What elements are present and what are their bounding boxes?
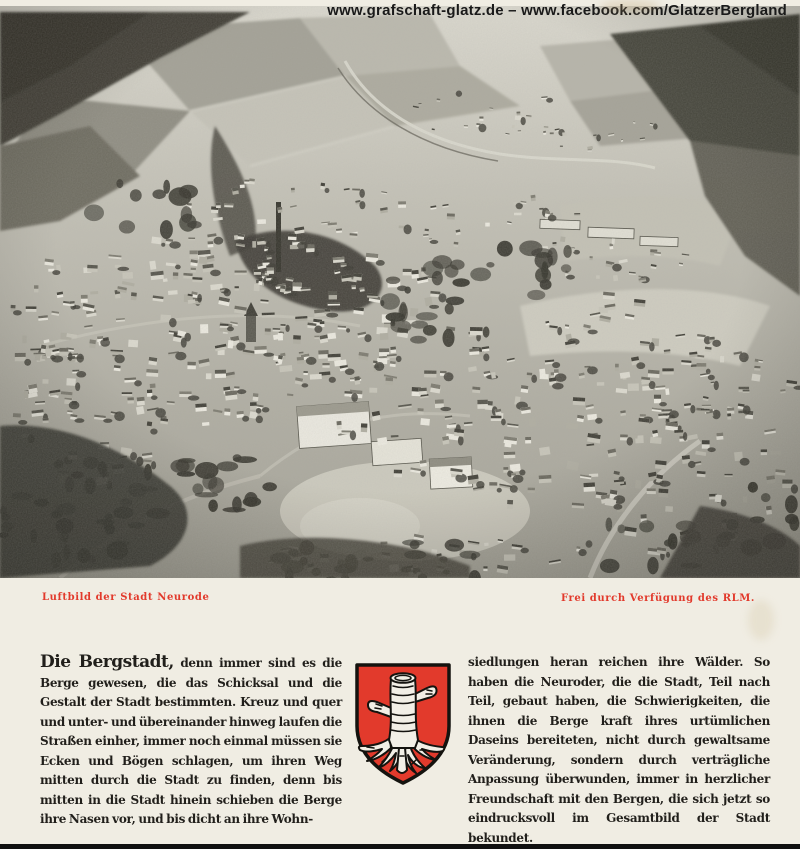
article-left-text: denn immer sind es die Berge gewesen, die das Schicksal und die Gestalt der Stadt bestimmten. Kreuz und quer und unter- und übereinander hinweg laufen die Straßen einher, immer noch einmal müssen sie Ecken und Bögen schlagen, um ihren Weg mitten durch die Stadt zu finden, denn bis mitten in die Stadt hinein schieben die Berge ihre Nasen vor, und bis dicht an ihre Wohn- [40, 656, 342, 826]
article-left-column [40, 653, 342, 848]
paper-stain [748, 600, 774, 640]
article-lead-in: Die Bergstadt, [40, 652, 174, 672]
bottom-black-bar [0, 844, 800, 849]
article-right-column: siedlungen heran reichen ihre Wälder. So haben die Neuroder, die die Stadt, Teil nach Teil, gebaut haben, die Schwierigkeiten, die ihnen die Berge kraft ihres urtümlichen Daseins bereiteten, nicht durch gewaltsame Veränderung, sondern durch verträgliche Anpassung überwunden, immer in herzlicher Freundschaft mit den Bergen, die sich jetzt so eindrucksvoll im Gesamtbild der Stadt bekundet. [468, 655, 770, 845]
photo-caption-right: Frei durch Verfügung des RLM. [560, 593, 755, 604]
aerial-photo-illustration [0, 6, 800, 578]
photo-caption-left: Luftbild der Stadt Neurode [42, 592, 210, 603]
neurode-shield-tree-stump-icon [352, 658, 454, 789]
aerial-photo [0, 6, 800, 578]
photo-grain [0, 6, 800, 578]
watermark-url: www.grafschaft-glatz.de – www.facebook.com/GlatzerBergland [327, 2, 787, 19]
coat-of-arms [352, 658, 454, 789]
